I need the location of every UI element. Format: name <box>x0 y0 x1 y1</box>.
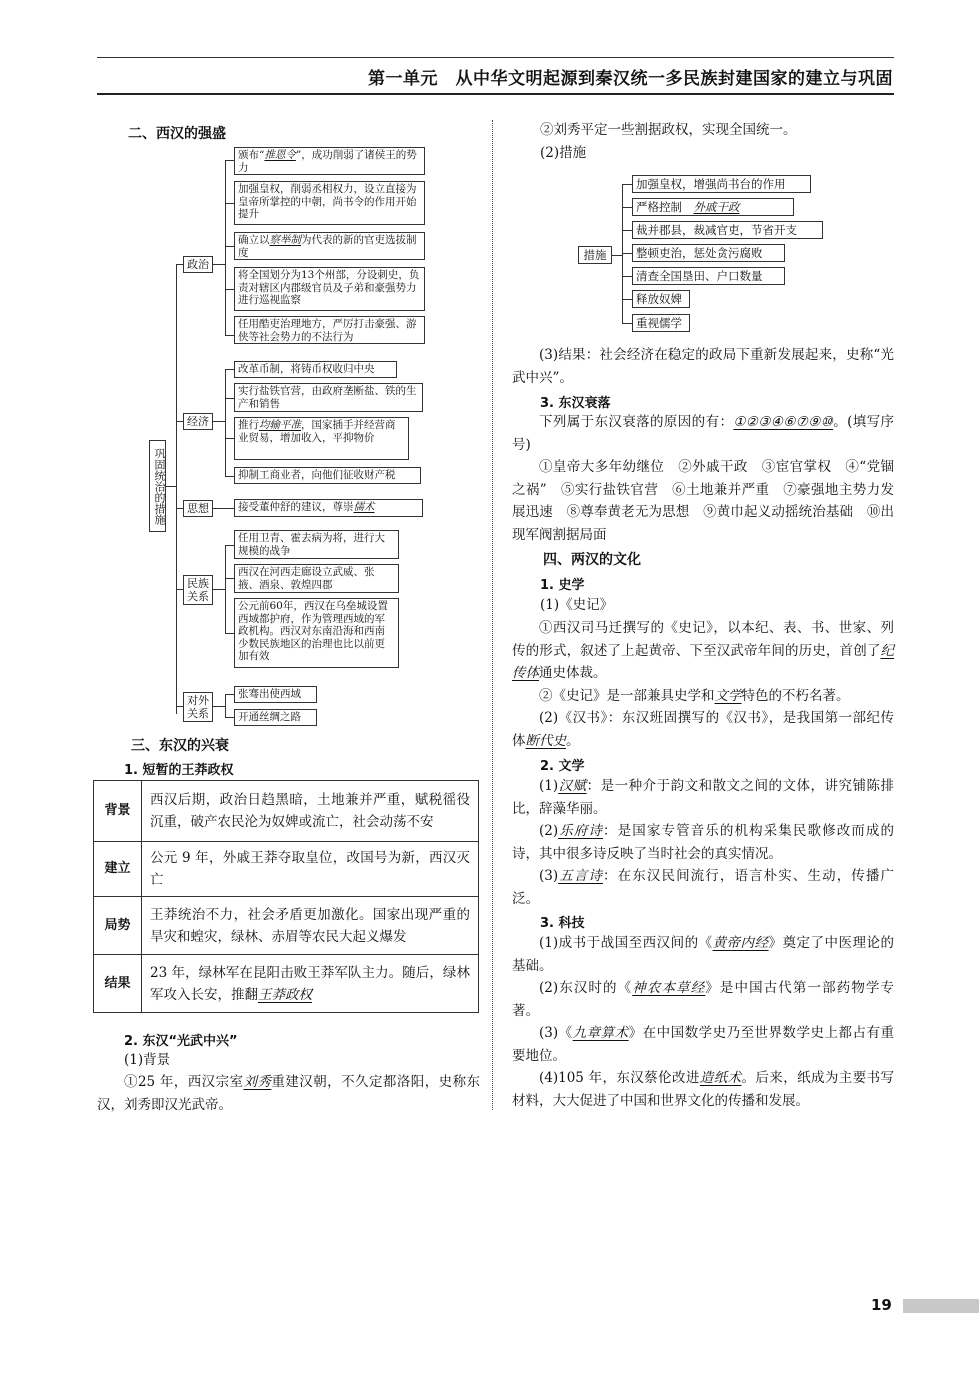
table-head: 建立 <box>94 842 142 897</box>
economy-link <box>213 421 225 422</box>
column-divider <box>492 120 493 1110</box>
cat-thought: 思想 <box>183 500 213 517</box>
economy-item-3: 推行均输平准，国家插手并经营商业贸易，增加收入，平抑物价 <box>234 417 409 460</box>
measure-item: 清查全国垦田、户口数量 <box>632 267 785 285</box>
page-tab-bar <box>903 1299 979 1313</box>
thought-item-1: 接受董仲舒的建议，尊崇儒术 <box>234 499 423 517</box>
ethnic-item-3: 公元前60年，西汉在乌垒城设置西域都护府，作为管理西域的军政机构。西汉对东南沿海和西南少数民族地区的治理也比以前更加有效 <box>234 598 399 668</box>
economy-item-1: 改革币制，将铸币权收归中央 <box>234 361 397 378</box>
m-tick <box>622 323 632 324</box>
politics-item-2: 加强皇权，削弱丞相权力，设立直接为皇帝所掌控的中朝，尚书令的作用开始提升 <box>234 181 425 225</box>
subtitle-history: 1. 史学 <box>540 578 585 593</box>
bg-paragraph-1: ①25 年，西汉宗室刘秀重建汉朝，不久定都洛阳，史称东汉，刘秀即汉光武帝。 <box>97 1074 481 1113</box>
hanshu-paragraph: (2)《汉书》：东汉班固撰写的《汉书》，是我国第一部纪传体断代史。 <box>512 710 894 749</box>
p-tick <box>225 160 234 161</box>
foreign-link <box>213 706 225 707</box>
wuyan-paragraph: (3)五言诗：在东汉民间流行，语言朴实、生动，传播广泛。 <box>512 868 895 907</box>
p-tick <box>225 289 234 290</box>
measure-item: 严格控制 外戚干政 <box>632 198 794 216</box>
m-tick <box>622 299 632 300</box>
link-economy <box>176 421 183 422</box>
header-bottom-rule <box>97 93 894 95</box>
table-head: 局势 <box>94 897 142 955</box>
economy-item-2: 实行盐铁官营，由政府垄断盐、铁的生产和销售 <box>234 383 423 412</box>
branch-economy <box>225 369 226 476</box>
m-tick <box>622 184 632 185</box>
mindmap-root: 巩固统治的措施 <box>149 440 166 532</box>
n-tick <box>225 578 234 579</box>
table-cell: 王莽统治不力，社会矛盾更加激化。国家出现严重的旱灾和蝗灾，绿林、赤眉等农民大起义爆发 <box>142 897 479 955</box>
m-tick <box>622 207 632 208</box>
politics-link <box>213 264 225 265</box>
link-foreign <box>176 706 183 707</box>
branch-politics <box>225 160 226 335</box>
subtitle-guangwu: 2. 东汉“光武中兴” <box>124 1034 238 1049</box>
ethnic-item-1: 任用卫青、霍去病为将，进行大规模的战争 <box>234 530 399 559</box>
politics-item-5: 任用酷吏治理地方，严厉打击豪强、游侠等社会势力的不法行为 <box>234 316 425 344</box>
bg-label: (1)背景 <box>124 1052 171 1068</box>
table-row <box>94 781 479 842</box>
cat-ethnic: 民族关系 <box>183 575 213 605</box>
measure-item: 重视儒学 <box>632 314 690 332</box>
m-tick <box>622 253 632 254</box>
bg-paragraph-2: ②刘秀平定一些割据政权，实现全国统一。 <box>540 122 797 138</box>
n-tick <box>225 633 234 634</box>
foreign-item-2: 开通丝绸之路 <box>234 709 317 726</box>
header-top-rule <box>97 57 894 58</box>
hanfu-paragraph: (1)汉赋：是一种介于韵文和散文之间的文体，讲究铺陈排比，辞藻华丽。 <box>512 778 894 817</box>
e-tick <box>225 369 234 370</box>
shennong-paragraph: (2)东汉时的《神农本草经》是中国古代第一部药物学专著。 <box>512 980 895 1019</box>
decline-question: 下列属于东汉衰落的原因的有：①②③④⑥⑦⑨⑩。(填写序号) <box>512 414 894 453</box>
section-title-culture: 四、两汉的文化 <box>543 552 641 568</box>
measures-link <box>612 255 622 256</box>
table-row <box>94 842 479 897</box>
shiji-paragraph-2: ②《史记》是一部兼具史学和文学特色的不朽名著。 <box>539 688 850 704</box>
subtitle-literature: 2. 文学 <box>540 759 585 774</box>
table-cell: 23 年，绿林军在昆阳击败王莽军队主力。随后，绿林军攻入长安，推翻王莽政权 <box>142 955 479 1013</box>
p-tick <box>225 203 234 204</box>
economy-item-4: 抑制工商业者，向他们征收财产税 <box>234 467 421 484</box>
unit-title: 第一单元 从中华文明起源到秦汉统一多民族封建国家的建立与巩固 <box>368 69 893 89</box>
f-tick <box>225 694 234 695</box>
measures-root: 措施 <box>578 246 612 264</box>
section-title-donghan: 三、东汉的兴衰 <box>131 738 229 754</box>
politics-item-3: 确立以察举制为代表的新的官吏选拔制度 <box>234 232 425 260</box>
p-tick <box>225 246 234 247</box>
thought-link <box>213 508 234 509</box>
table-cell: 公元 9 年，外戚王莽夺取皇位，改国号为新，西汉灭亡 <box>142 842 479 897</box>
politics-item-1: 颁布“推恩令”，成功削弱了诸侯王的势力 <box>234 147 425 175</box>
measure-item: 整顿吏治，惩处贪污腐败 <box>632 244 785 262</box>
foreign-item-1: 张骞出使西域 <box>234 686 317 703</box>
table-head: 背景 <box>94 781 142 842</box>
wangmang-table <box>93 780 479 1013</box>
result-paragraph: (3)结果：社会经济在稳定的政局下重新发展起来，史称“光武中兴”。 <box>512 347 894 386</box>
e-tick <box>225 438 234 439</box>
table-cell: 西汉后期，政治日趋黑暗，土地兼并严重，赋税徭役沉重，破产农民沦为奴婢或流亡，社会动荡不安 <box>142 781 479 842</box>
huangdi-paragraph: (1)成书于战国至西汉间的《黄帝内经》奠定了中医理论的基础。 <box>512 935 895 974</box>
root-link <box>166 486 176 487</box>
subtitle-science: 3. 科技 <box>540 916 585 931</box>
ethnic-item-2: 西汉在河西走廊设立武威、张掖、酒泉、敦煌四郡 <box>234 564 399 593</box>
e-tick <box>225 476 234 477</box>
table-head: 结果 <box>94 955 142 1013</box>
subtitle-wangmang: 1. 短暂的王莽政权 <box>124 763 234 778</box>
n-tick <box>225 545 234 546</box>
table-row <box>94 955 479 1013</box>
measures-label: (2)措施 <box>540 145 587 161</box>
table-row <box>94 897 479 955</box>
cat-politics: 政治 <box>183 256 213 273</box>
f-tick <box>225 717 234 718</box>
yuefu-paragraph: (2)乐府诗：是国家专管音乐的机构采集民歌修改而成的诗，其中很多诗反映了当时社会的真实情况。 <box>512 823 895 862</box>
measure-item: 裁并郡县，裁减官吏，节省开支 <box>632 221 823 239</box>
subtitle-decline: 3. 东汉衰落 <box>540 396 611 411</box>
branch-foreign <box>225 694 226 717</box>
jiuzhang-paragraph: (3)《九章算术》在中国数学史乃至世界数学史上都占有重要地位。 <box>512 1025 895 1064</box>
politics-item-4: 将全国划分为13个州部，分设刺史，负责对辖区内郡级官员及子弟和豪强势力进行巡视监察 <box>234 267 425 311</box>
shiji-paragraph-1: ①西汉司马迁撰写的《史记》，以本纪、表、书、世家、列传的形式，叙述了上起黄帝、下至汉武帝年间的历史，首创了纪传体通史体裁。 <box>512 620 894 681</box>
trunk-line <box>176 264 177 714</box>
m-tick <box>622 276 632 277</box>
measure-item: 加强皇权，增强尚书台的作用 <box>632 175 811 193</box>
decline-options: ①皇帝大多年幼继位 ②外戚干政 ③宦官掌权 ④“党锢之祸” ⑤实行盐铁官营 ⑥土地兼并严重 ⑦豪强地主势力发展迅速 ⑧尊奉黄老无为思想 ⑨黄巾起义动摇统治基础 ⑩出现军阀割据局面 <box>512 459 894 543</box>
measure-item: 释放奴婢 <box>632 290 690 308</box>
link-thought <box>176 508 183 509</box>
ethnic-link <box>213 589 225 590</box>
branch-ethnic <box>225 545 226 633</box>
cat-foreign: 对外关系 <box>183 692 213 722</box>
page-number: 19 <box>871 1296 892 1314</box>
section-title-xihan: 二、西汉的强盛 <box>128 126 226 142</box>
paper-paragraph: (4)105 年，东汉蔡伦改进造纸术。后来，纸成为主要书写材料，大大促进了中国和世界文化的传播和发展。 <box>512 1070 895 1109</box>
p-tick <box>225 335 234 336</box>
link-politics <box>176 264 183 265</box>
link-ethnic <box>176 589 183 590</box>
cat-economy: 经济 <box>183 413 213 430</box>
e-tick <box>225 398 234 399</box>
shiji-label: (1)《史记》 <box>540 597 614 613</box>
m-tick <box>622 230 632 231</box>
